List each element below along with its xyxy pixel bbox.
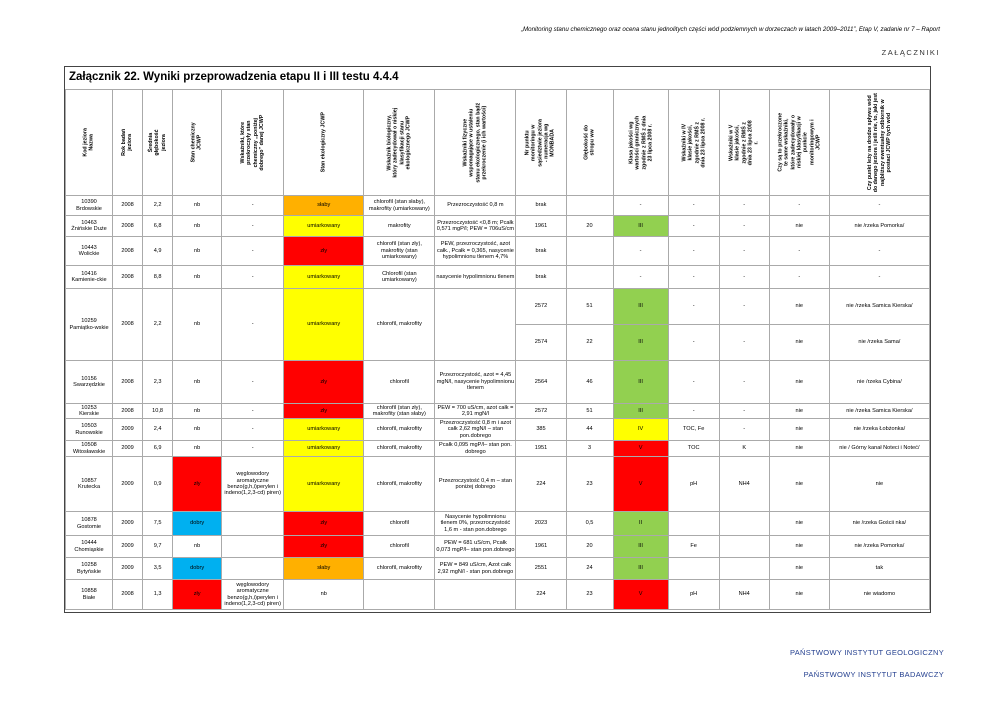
column-header-label: Czy są to przekroczone te same wskaźniki, które zadecydowały o niskiej klasyfikacji w punkcie monitoringowym i JCWP [777,113,822,172]
lake-code: 10156 [81,375,97,382]
class-iv-cell: - [668,404,719,419]
class-v-cell [719,512,769,536]
quality-class-cell: III [613,536,668,558]
monitoring-point-cell: 2551 [516,558,566,580]
aquifer-depth-cell [566,266,613,289]
lake-name: Żnińskie Duże [71,226,107,232]
lake-code: 10878 [81,517,97,524]
chem-status-cell: nb [173,361,222,404]
class-v-cell: - [719,419,769,441]
chem-status-cell: nb [173,237,222,266]
flow-path-cell: nie /rzeka Gościi nka/ [829,512,929,536]
chem-status-cell: dobry [173,512,222,536]
same-indicators-cell: - [769,196,829,216]
aquifer-depth-cell [566,237,613,266]
column-header-label: Nr punktu monitoringu w sąsiedztwie jeziora - numeracja wg MONBADA [525,118,557,167]
phys-indicator-cell: nasycenie hypolimnionu tlenem [435,266,516,289]
column-header-label: Rok badań jeziora [121,128,134,157]
lake-code: 10503 [81,423,97,430]
same-indicators-cell: nie [769,289,829,325]
column-header [435,90,516,196]
bio-indicator-cell: chlorofil (stan zły), makrofity (stan słaby) [364,404,435,419]
eco-status-cell: umiarkowany [284,419,364,441]
monitoring-point-cell: 2564 [516,361,566,404]
aquifer-depth-cell: 20 [566,216,613,237]
chem-indicators-cell: węglowodory aromatyczne benzo(g,h,i)perylen i indeno(1,2,3-cd) piren) [222,580,284,610]
quality-class-cell: V [613,441,668,457]
column-header [668,90,719,196]
year-cell: 2008 [113,289,143,361]
year-cell: 2008 [113,237,143,266]
quality-class-cell: III [613,404,668,419]
monitoring-point-cell: 224 [516,580,566,610]
chem-indicators-cell: - [222,441,284,457]
flow-path-cell: - [829,266,929,289]
class-v-cell: - [719,196,769,216]
quality-class-cell: - [613,196,668,216]
flow-path-cell: nie /rzeka Pomorka/ [829,536,929,558]
chem-indicators-cell: - [222,216,284,237]
flow-path-cell: nie /rzeka Samica Kierska/ [829,289,929,325]
chem-indicators-cell: - [222,237,284,266]
aquifer-depth-cell: 0,5 [566,512,613,536]
lake-cell [66,404,113,419]
class-iv-cell [668,512,719,536]
lake-name: Chomiąskie [74,546,104,553]
lake-cell [66,419,113,441]
monitoring-point-cell: 1961 [516,216,566,237]
column-header-label: Wskaźniki w IV klasie jakości, zgodnie z RMŚ z dnia 23 lipca 2008 r. [680,117,706,168]
lake-name: Brdowskie [76,205,102,212]
lake-cell [66,289,113,361]
year-cell: 2008 [113,196,143,216]
bio-indicator-cell: chlorofil (stan zły), makrofity (stan umiarkowany) [364,237,435,266]
chem-indicators-cell: - [222,196,284,216]
lake-cell [66,441,113,457]
quality-class-cell: II [613,512,668,536]
phys-indicator-cell: Przezroczystość 0,8 m i azot całk 2,62 mgN/l – stan pon.dobrego [435,419,516,441]
phys-indicator-cell: Przezroczystość, azot = 4,45 mgN/l, nasycenie hypolimnionu tlenem [435,361,516,404]
chem-status-cell: nb [173,289,222,361]
aquifer-depth-cell [566,196,613,216]
column-header-label: Wskaźnik biologiczny, który zadecydował o niskiej klasyfikacji stanu ekologicznego JCWP [386,107,412,178]
class-v-cell: - [719,289,769,325]
chem-indicators-cell: - [222,289,284,361]
class-v-cell [719,558,769,580]
year-cell: 2009 [113,558,143,580]
column-header [284,90,364,196]
quality-class-cell: IV [613,419,668,441]
depth-cell: 0,9 [143,457,173,512]
results-table [65,89,930,610]
lake-code: 10253 [81,404,97,411]
same-indicators-cell: - [769,237,829,266]
flow-path-cell: nie /rzeka Samica Kierska/ [829,404,929,419]
class-iv-cell: - [668,289,719,325]
lake-code: 10390 [81,199,97,206]
footer-institute-research: PAŃSTWOWY INSTYTUT BADAWCZY [803,670,944,679]
class-iv-cell: - [668,196,719,216]
depth-cell: 8,8 [143,266,173,289]
bio-indicator-cell: chlorofil, makrofity [364,441,435,457]
flow-path-cell: nie wiadomo [829,580,929,610]
chem-indicators-cell [222,558,284,580]
year-cell: 2009 [113,441,143,457]
quality-class-cell: V [613,457,668,512]
lake-code: 10857 [81,477,97,484]
bio-indicator-cell: chlorofil, makrofity [364,419,435,441]
quality-class-cell: - [613,266,668,289]
quality-class-cell: III [613,325,668,361]
class-v-cell: NH4 [719,580,769,610]
depth-cell: 2,4 [143,419,173,441]
aquifer-depth-cell: 3 [566,441,613,457]
lake-name: Białe [82,594,96,601]
same-indicators-cell: nie [769,580,829,610]
chem-status-cell: zły [173,580,222,610]
eco-status-cell: zły [284,237,364,266]
class-iv-cell: - [668,361,719,404]
footer-institute: PAŃSTWOWY INSTYTUT GEOLOGICZNY [789,648,944,657]
year-cell: 2008 [113,580,143,610]
flow-path-cell: tak [829,558,929,580]
monitoring-point-cell: 1951 [516,441,566,457]
table-row [66,512,930,536]
quality-class-cell: III [613,216,668,237]
class-v-cell: - [719,325,769,361]
depth-cell: 4,9 [143,237,173,266]
column-header [143,90,173,196]
quality-class-cell: V [613,580,668,610]
monitoring-point-cell: 385 [516,419,566,441]
monitoring-point-cell: 224 [516,457,566,512]
table-row [66,237,930,266]
class-v-cell: NH4 [719,457,769,512]
phys-indicator-cell: Przezroczystość <0,8 m; Pcałk 0,571 mgP/l; PEW = 706uS/cm [435,216,516,237]
column-header [719,90,769,196]
year-cell: 2009 [113,512,143,536]
column-header [613,90,668,196]
column-header [769,90,829,196]
flow-path-cell: nie /rzeka Sama/ [829,325,929,361]
depth-cell: 10,8 [143,404,173,419]
monitoring-point-cell: 2572 [516,404,566,419]
lake-cell [66,237,113,266]
lake-code: 10463 [81,219,97,226]
flow-path-cell: nie /rzeka Cybina/ [829,361,929,404]
same-indicators-cell: nie [769,558,829,580]
class-v-cell: - [719,237,769,266]
same-indicators-cell: nie [769,325,829,361]
phys-indicator-cell: PEW = 700 uS/cm, azot całk = 2,91 mgN/l [435,404,516,419]
eco-status-cell: umiarkowany [284,266,364,289]
chem-status-cell: zły [173,457,222,512]
monitoring-point-cell: 2574 [516,325,566,361]
quality-class-cell: - [613,237,668,266]
annex-frame [64,66,931,613]
class-iv-cell: - [668,325,719,361]
depth-cell: 6,9 [143,441,173,457]
year-cell: 2008 [113,404,143,419]
class-iv-cell: - [668,266,719,289]
flow-path-cell: nie /rzeka Łobżonka/ [829,419,929,441]
flow-path-cell: - [829,196,929,216]
eco-status-cell: umiarkowany [284,289,364,361]
flow-path-cell: nie [829,457,929,512]
column-header-label: Czy punkt leży na drodze spływu wód do danego jeziora i jeśli nie, to, jaki jest najbliższy ewentualny odbiornik w postaci JCWP tych wód [866,92,892,193]
chem-status-cell: nb [173,196,222,216]
chem-status-cell: nb [173,404,222,419]
monitoring-point-cell: brak [516,196,566,216]
depth-cell: 7,5 [143,512,173,536]
class-v-cell: - [719,361,769,404]
table-row [66,558,930,580]
lake-cell [66,512,113,536]
same-indicators-cell: nie [769,216,829,237]
flow-path-cell: - [829,237,929,266]
column-header-label: Stan ekologiczny JCWP [320,112,327,173]
depth-cell: 6,8 [143,216,173,237]
table-row [66,457,930,512]
phys-indicator-cell [435,289,516,361]
eco-status-cell: zły [284,536,364,558]
year-cell: 2009 [113,536,143,558]
eco-status-cell: słaby [284,558,364,580]
phys-indicator-cell: Przezroczystość 0,4 m – stan poniżej dobrego [435,457,516,512]
aquifer-depth-cell: 20 [566,536,613,558]
class-iv-cell: - [668,237,719,266]
class-iv-cell: TOC, Fe [668,419,719,441]
eco-status-cell: nb [284,580,364,610]
class-iv-cell: TOC [668,441,719,457]
column-header-label: Kod jeziora Nazwa [82,128,96,157]
lake-name: Krutecka [77,484,101,490]
chem-indicators-cell [222,512,284,536]
phys-indicator-cell: Pcałk 0,095 mgP/l– stan pon. dobrego [435,441,516,457]
chem-indicators-cell: - [222,266,284,289]
lake-code: 10416 [81,270,97,277]
class-v-cell: - [719,216,769,237]
column-header [173,90,222,196]
lake-name: Swarzędzkie [73,382,105,388]
table-row [66,361,930,404]
eco-status-cell: słaby [284,196,364,216]
phys-indicator-cell: PEW, przezroczystość, azot całk., Pcałk = 0,365, nasycenie hypolimnionu tlenem 4,7% [435,237,516,266]
column-header-label: Głębokość do stropu ww [583,124,596,161]
class-v-cell [719,536,769,558]
chem-indicators-cell: - [222,404,284,419]
lake-name: Kierskie [79,411,99,417]
phys-indicator-cell: PEW = 849 uS/cm, Azot całk 2,92 mgN/l - stan pon.dobrego [435,558,516,580]
phys-indicator-cell: PEW = 681 uS/cm, Pcałk 0,073 mgP/l– stan pon.dobrego [435,536,516,558]
lake-name: Witosławskie [72,448,106,455]
chem-indicators-cell: - [222,419,284,441]
aquifer-depth-cell: 23 [566,580,613,610]
flow-path-cell: nie /rzeka Pomorka/ [829,216,929,237]
year-cell: 2008 [113,266,143,289]
column-header-label: Średnia głębokość jeziora [148,129,167,156]
lake-name: Bytyńskie [77,568,101,575]
phys-indicator-cell [435,580,516,610]
column-header-label: Stan chemiczny JCWP [190,122,204,163]
depth-cell: 2,2 [143,289,173,361]
lake-cell [66,216,113,237]
table-row [66,536,930,558]
aquifer-depth-cell: 44 [566,419,613,441]
table-header-row [66,90,930,196]
aquifer-depth-cell: 24 [566,558,613,580]
same-indicators-cell: nie [769,361,829,404]
column-header [222,90,284,196]
lake-code: 10444 [81,540,97,547]
lake-name: Runowskie [75,429,103,436]
year-cell: 2009 [113,419,143,441]
depth-cell: 1,3 [143,580,173,610]
same-indicators-cell: nie [769,419,829,441]
chem-indicators-cell: węglowodory aromatyczne benzo(g,h,i)perylen i indeno(1,2,3-cd) piren) [222,457,284,512]
chem-status-cell: nb [173,441,222,457]
column-header [829,90,929,196]
lake-cell [66,558,113,580]
column-header-label: Wskaźniki, które przekroczyły stan chemiczny „poniżej dobrego” danej JCWP [240,114,266,171]
column-header-label: Klasa jakości wg wartości granicznych zgodnie z RMŚ z dnia 23 lipca 2008 r. [627,115,653,170]
quality-class-cell: III [613,289,668,325]
phys-indicator-cell: Przezroczystość 0,8 m [435,196,516,216]
lake-name: Gostomie [77,523,101,530]
column-header [113,90,143,196]
chem-status-cell: nb [173,419,222,441]
aquifer-depth-cell: 22 [566,325,613,361]
depth-cell: 2,3 [143,361,173,404]
lake-code: 10508 [81,442,97,449]
monitoring-point-cell: brak [516,266,566,289]
bio-indicator-cell: chlorofil [364,512,435,536]
column-header-label: Wskaźniki fizyczne wspomagające w ustaleniu stanu ekologicznego, stan bądź przekroczenie (i ich wartości) [462,102,488,183]
lake-name: Wolickie [78,251,100,257]
lake-cell [66,266,113,289]
column-header-label: Wskaźniki w V klasie jakości, zgodnie z RMŚ z dnia 23 lipca 2008 r. [728,119,760,166]
depth-cell: 2,2 [143,196,173,216]
aquifer-depth-cell: 46 [566,361,613,404]
lake-cell [66,536,113,558]
eco-status-cell: umiarkowany [284,441,364,457]
table-row [66,419,930,441]
same-indicators-cell: nie [769,404,829,419]
lake-code: 10258 [81,562,97,569]
class-v-cell: - [719,404,769,419]
lake-cell [66,580,113,610]
chem-status-cell: nb [173,216,222,237]
bio-indicator-cell: chlorofil, makrofity [364,558,435,580]
bio-indicator-cell: chlorofil (stan słaby), makrofity (umiarkowany) [364,196,435,216]
eco-status-cell: zły [284,361,364,404]
chem-status-cell: nb [173,266,222,289]
lake-cell [66,457,113,512]
column-header [66,90,113,196]
monitoring-point-cell: brak [516,237,566,266]
bio-indicator-cell: chlorofil [364,536,435,558]
chem-status-cell: dobry [173,558,222,580]
class-iv-cell: pH [668,580,719,610]
table-row [66,289,930,325]
eco-status-cell: umiarkowany [284,457,364,512]
column-header [364,90,435,196]
flow-path-cell: nie / Górny kanał Noteci i Noteć/ [829,441,929,457]
chem-indicators-cell: - [222,361,284,404]
lake-name: Pamiątko-wskie [69,324,109,331]
class-iv-cell [668,558,719,580]
class-iv-cell: pH [668,457,719,512]
lake-name: Kamienie-ckie [71,277,107,283]
bio-indicator-cell [364,580,435,610]
page-title: Załącznik 22. Wyniki przeprowadzenia etapu II i III testu 4.4.4 [69,71,399,83]
year-cell: 2008 [113,361,143,404]
quality-class-cell: III [613,361,668,404]
table-row [66,580,930,610]
column-header [566,90,613,196]
class-v-cell: K [719,441,769,457]
aquifer-depth-cell: 51 [566,289,613,325]
phys-indicator-cell: Nasycenie hypolimnionu tlenem 0%, przezroczystość 1,6 m - stan pon.dobrego [435,512,516,536]
chem-status-cell: nb [173,536,222,558]
section-label: ZAŁĄCZNIKI [881,48,940,57]
same-indicators-cell: nie [769,512,829,536]
lake-cell [66,361,113,404]
class-iv-cell: Fe [668,536,719,558]
class-iv-cell: - [668,216,719,237]
lake-code: 10858 [81,588,97,595]
eco-status-cell: zły [284,512,364,536]
bio-indicator-cell: chlorofil, makrofity [364,457,435,512]
aquifer-depth-cell: 23 [566,457,613,512]
bio-indicator-cell: Chlorofil (stan umiarkowany) [364,266,435,289]
monitoring-point-cell: 1961 [516,536,566,558]
year-cell: 2008 [113,216,143,237]
same-indicators-cell: - [769,266,829,289]
aquifer-depth-cell: 51 [566,404,613,419]
monitoring-point-cell: 2572 [516,289,566,325]
same-indicators-cell: nie [769,536,829,558]
chem-indicators-cell [222,536,284,558]
table-row [66,441,930,457]
table-row [66,216,930,237]
monitoring-point-cell: 2023 [516,512,566,536]
bio-indicator-cell: chlorofil, makrofity [364,289,435,361]
lake-code: 10259 [81,318,97,325]
same-indicators-cell: nie [769,457,829,512]
header-text: „Monitoring stanu chemicznego oraz ocena stanu jednolitych części wód podziemnych w dorzeczach w latach 2009–2011”, Etap V, zadanie nr 7 – Raport [520,26,940,33]
same-indicators-cell: nie [769,441,829,457]
table-row [66,404,930,419]
depth-cell: 3,5 [143,558,173,580]
bio-indicator-cell: chlorofil [364,361,435,404]
bio-indicator-cell: makrofity [364,216,435,237]
year-cell: 2009 [113,457,143,512]
lake-cell [66,196,113,216]
column-header [516,90,566,196]
eco-status-cell: zły [284,404,364,419]
class-v-cell: - [719,266,769,289]
table-row [66,266,930,289]
lake-code: 10443 [81,244,97,251]
table-row [66,196,930,216]
quality-class-cell: III [613,558,668,580]
eco-status-cell: umiarkowany [284,216,364,237]
depth-cell: 9,7 [143,536,173,558]
